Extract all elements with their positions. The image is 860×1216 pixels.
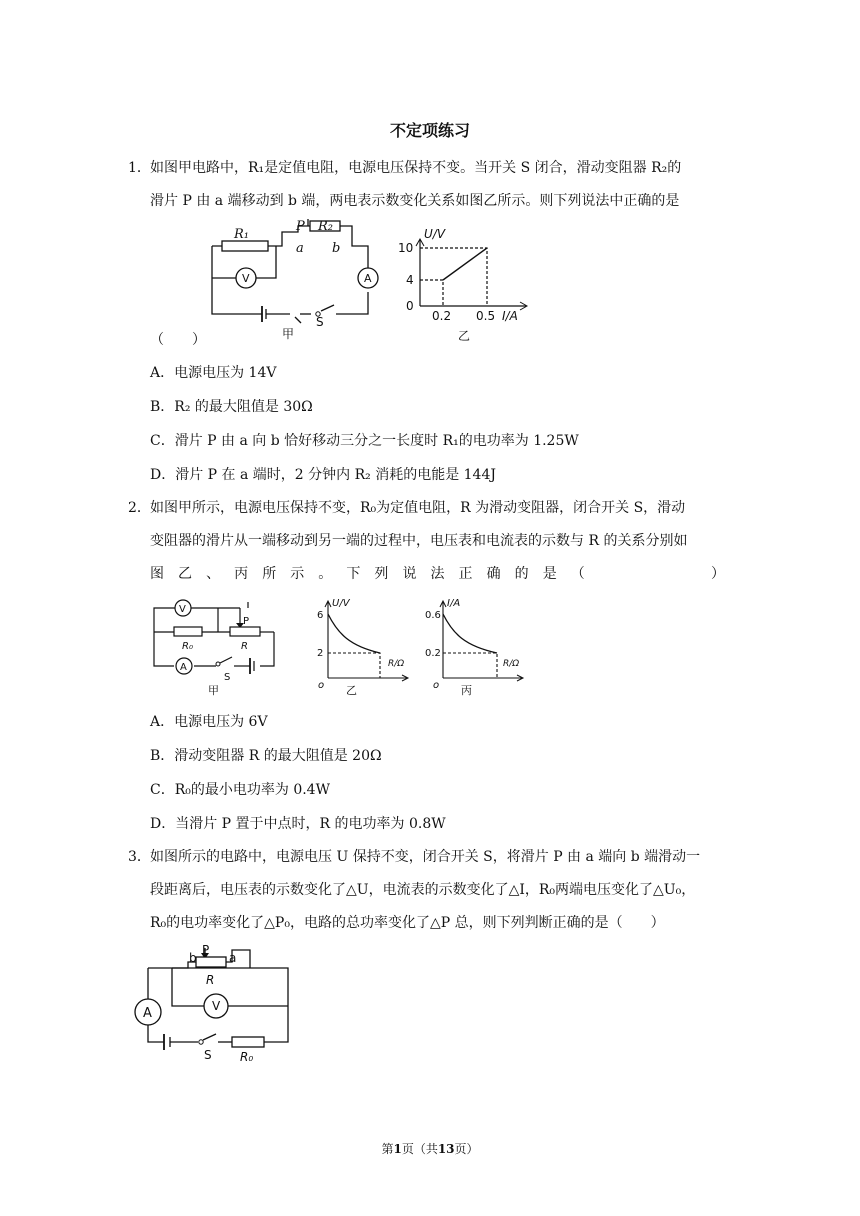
q1-option-a: A．电源电压为 14V (150, 365, 277, 381)
q1-switch-label: S (316, 315, 324, 329)
q2-voltmeter-label: V (179, 604, 186, 615)
q3-r-rheostat (196, 957, 226, 967)
q2-r0-label: R₀ (182, 641, 193, 652)
q1-graph-x05: 0.5 (476, 309, 496, 323)
q3-voltmeter-label: V (212, 999, 221, 1013)
q2-switch-contact (216, 662, 220, 666)
q2-option-a: A．电源电压为 6V (150, 714, 268, 730)
q1-p-label: P (296, 219, 305, 234)
q2-graph-u-xlabel: R/Ω (388, 659, 405, 669)
q1-graph-x02: 0.2 (432, 309, 452, 323)
q2-circuit-caption: 甲 (208, 684, 219, 697)
q3-text-line2: 段距离后，电压表的示数变化了△U，电流表的示数变化了△I，R₀两端电压变化了△U₀， (150, 882, 696, 898)
q1-option-d: D．滑片 P 在 a 端时，2 分钟内 R₂ 消耗的电能是 144J (150, 467, 496, 483)
q2-switch-label: S (224, 672, 231, 683)
q2-graph-u-y6: 6 (317, 610, 324, 621)
q3-b-label: b (189, 951, 197, 965)
q3-ammeter-label: A (143, 1006, 152, 1021)
q2-r0-resistor (174, 627, 202, 636)
q1-r1-resistor (222, 241, 268, 251)
q2-text-line2: 变阻器的滑片从一端移动到另一端的过程中，电压表和电流表的示数与 R 的关系分别如 (150, 533, 688, 549)
q1-graph-y0: 0 (406, 299, 414, 313)
q2-graph-i (425, 598, 523, 697)
q1-figure (200, 218, 540, 344)
q3-r-label: R (206, 973, 215, 987)
q2-figure (148, 594, 538, 704)
q2-ammeter-label: A (180, 662, 187, 673)
q2-graph-i-xlabel: R/Ω (503, 659, 520, 669)
q2-graph-i-caption: 丙 (461, 684, 472, 697)
footer-page-number: 1 (393, 1142, 402, 1156)
page-footer (0, 1140, 860, 1157)
q1-option-c: C．滑片 P 由 a 向 b 恰好移动三分之一长度时 R₁的电功率为 1.25W (150, 433, 579, 449)
q2-option-c: C．R₀的最小电功率为 0.4W (150, 782, 330, 798)
q1-text-line1: 如图甲电路中，R₁是定值电阻，电源电压保持不变。当开关 S 闭合，滑动变阻器 R₂的 (150, 160, 682, 176)
q1-a-label: a (296, 241, 304, 256)
q2-text-line3: 图乙、丙所示。下列说法正确的是（ ） (150, 566, 725, 582)
q2-option-b: B．滑动变阻器 R 的最大阻值是 20Ω (150, 748, 382, 764)
q1-graph-y10: 10 (398, 241, 414, 255)
q1-r1-label: R₁ (234, 227, 249, 242)
q2-graph-u-origin: o (318, 680, 325, 691)
q3-text-line1: 如图所示的电路中，电源电压 U 保持不变，闭合开关 S，将滑片 P 由 a 端向 b 端滑动一 (150, 849, 701, 865)
q2-graph-i-ylabel: I/A (447, 598, 461, 609)
q2-graph-u (317, 598, 408, 697)
q3-a-label: a (229, 951, 237, 965)
q2-graph-u-y2: 2 (317, 648, 324, 659)
q2-r-label: R (241, 641, 248, 652)
q1-option-b: B．R₂ 的最大阻值是 30Ω (150, 399, 313, 415)
q3-p-label: P (202, 943, 210, 957)
q1-b-label: b (332, 241, 341, 256)
footer-total-pages: 13 (437, 1142, 455, 1156)
q3-r0-label: R₀ (240, 1050, 254, 1062)
q2-graph-i-origin: o (433, 680, 440, 691)
q1-circuit-caption: 甲 (282, 327, 295, 341)
q3-switch-contact (199, 1040, 203, 1044)
footer-prefix: 第 (381, 1142, 394, 1156)
q3-text-line3: R₀的电功率变化了△P₀，电路的总功率变化了△P 总，则下列判断正确的是（ ） (150, 915, 665, 931)
q3-circuit-diagram (128, 942, 298, 1062)
q1-graph-caption: 乙 (458, 329, 471, 343)
footer-suffix: 页） (454, 1142, 479, 1156)
q2-graph-u-caption: 乙 (346, 684, 357, 697)
q2-graph-u-ylabel: U/V (332, 598, 350, 609)
q2-text-line1: 如图甲所示，电源电压保持不变，R₀为定值电阻，R 为滑动变阻器，闭合开关 S，滑动 (150, 500, 686, 516)
q2-circuit-diagram (154, 602, 274, 674)
q3-switch-label: S (204, 1048, 212, 1062)
q1-answer-blank: （ ） (150, 332, 206, 348)
q2-graph-i-y02: 0.2 (425, 648, 441, 659)
q2-r-rheostat (230, 627, 260, 636)
q1-graph-y4: 4 (406, 273, 414, 287)
q1-voltmeter-label: V (242, 272, 250, 285)
q2-graph-i-y06: 0.6 (425, 610, 441, 621)
q1-graph-xlabel: I/A (502, 309, 518, 323)
q3-r0-resistor (232, 1037, 264, 1047)
q1-text-line2: 滑片 P 由 a 端移动到 b 端，两电表示数变化关系如图乙所示。则下列说法中正确的是 (150, 193, 680, 209)
q2-number: 2． (128, 500, 151, 516)
q1-r2-label: R₂ (318, 219, 333, 234)
q2-p-label: P (243, 616, 250, 627)
q1-ammeter-label: A (364, 272, 372, 285)
q2-option-d: D．当滑片 P 置于中点时，R 的电功率为 0.8W (150, 816, 446, 832)
q1-number: 1． (128, 160, 151, 176)
page-title: 不定项练习 (389, 121, 470, 140)
q1-graph-ylabel: U/V (424, 227, 446, 241)
q3-number: 3． (128, 849, 151, 865)
footer-middle: 页（共 (401, 1142, 438, 1156)
q1-graph (398, 227, 527, 343)
